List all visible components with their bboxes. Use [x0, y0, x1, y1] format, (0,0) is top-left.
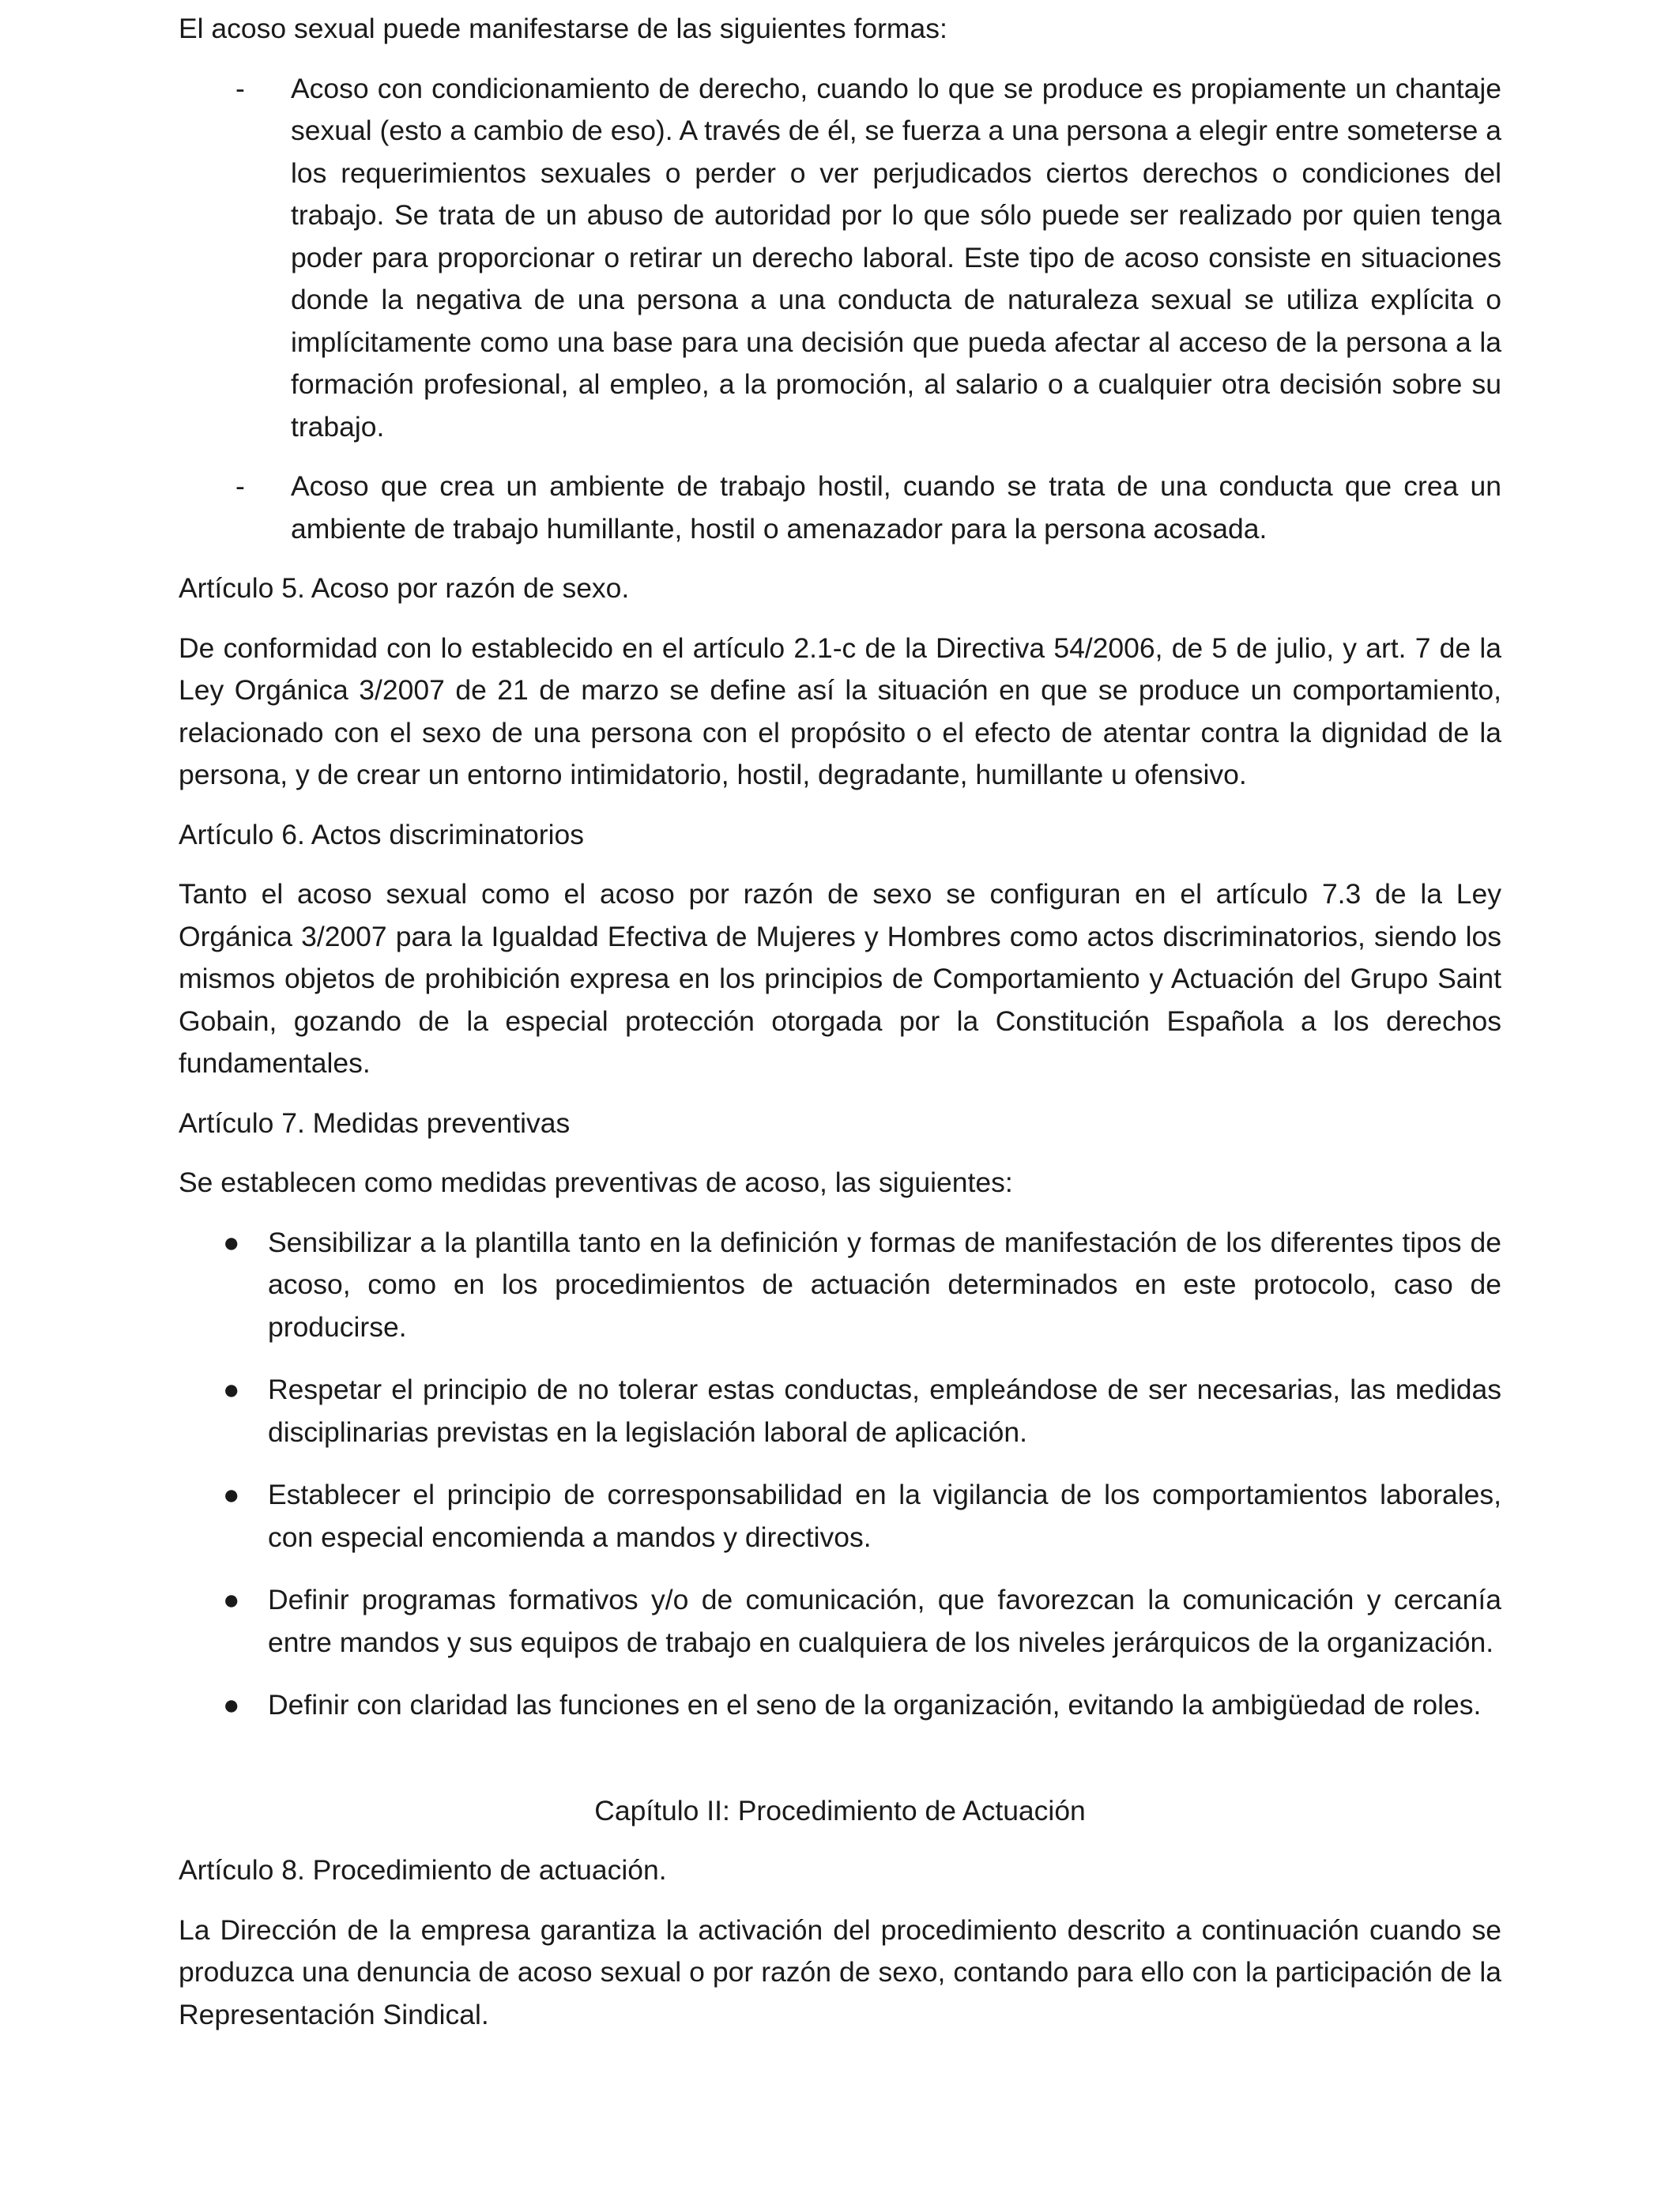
list-item-text: Acoso que crea un ambiente de trabajo hostil, cuando se trata de una conducta que crea un ambiente de trabajo humillante, hostil o amenazador para la persona acosada.	[291, 470, 1501, 545]
article-8-body: La Dirección de la empresa garantiza la activación del procedimiento descrito a continuación cuando se produzca una denuncia de acoso sexual o por razón de sexo, contando para ello con la participación de la Representación Sindical.	[179, 1913, 1501, 2030]
list-item	[179, 1474, 1501, 1559]
list-item	[179, 1579, 1501, 1664]
bullet-icon: ●	[223, 1479, 240, 1510]
bullet-icon: ●	[223, 1584, 240, 1615]
article-5-heading: Artículo 5. Acoso por razón de sexo.	[179, 572, 630, 604]
list-item	[179, 1369, 1501, 1453]
article-6-body: Tanto el acoso sexual como el acoso por razón de sexo se configuran en el artículo 7.3 de la Ley Orgánica 3/2007 para la Igualdad Efectiva de Mujeres y Hombres como actos discriminatorios, siendo los mismos objetos de prohibición expresa en los principios de Comportamiento y Actuación del Grupo Saint Gobain, gozando de la especial protección otorgada por la Constitución Española a los derechos fundamentales.	[179, 878, 1501, 1079]
list-item-text: Definir programas formativos y/o de comunicación, que favorezcan la comunicación y cercanía entre mandos y sus equipos de trabajo en cualquiera de los niveles jerárquicos de la organización.	[268, 1584, 1501, 1658]
list-item-text: Respetar el principio de no tolerar estas conductas, empleándose de ser necesarias, las medidas disciplinarias previstas en la legislación laboral de aplicación.	[268, 1374, 1501, 1448]
dash-marker: -	[235, 72, 245, 104]
article-8-heading: Artículo 8. Procedimiento de actuación.	[179, 1854, 667, 1886]
list-item-text: Sensibilizar a la plantilla tanto en la definición y formas de manifestación de los diferentes tipos de acoso, como en los procedimientos de actuación determinados en este protocolo, caso de producirse.	[268, 1226, 1501, 1343]
dash-marker: -	[235, 470, 245, 502]
bullet-icon: ●	[223, 1226, 240, 1258]
intro-text: El acoso sexual puede manifestarse de las siguientes formas:	[179, 13, 947, 44]
list-item	[179, 1684, 1501, 1727]
bullet-icon: ●	[223, 1374, 240, 1405]
list-item	[179, 68, 1501, 449]
list-item-text: Establecer el principio de corresponsabilidad en la vigilancia de los comportamientos laborales, con especial encomienda a mandos y directivos.	[268, 1479, 1501, 1553]
document-page	[179, 8, 1501, 2053]
preventive-measures-list	[179, 1222, 1501, 1727]
article-6-heading: Artículo 6. Actos discriminatorios	[179, 818, 584, 850]
list-item	[179, 466, 1501, 550]
harassment-forms-list	[179, 68, 1501, 551]
list-item-text: Acoso con condicionamiento de derecho, cuando lo que se produce es propiamente un chantaje sexual (esto a cambio de eso). A través de él, se fuerza a una persona a elegir entre someterse a los requerimientos sexuales o perder o ver perjudicados ciertos derechos o condiciones del trabajo. Se trata de un abuso de autoridad por lo que sólo puede ser realizado por quien tenga poder para proporcionar o retirar un derecho laboral. Este tipo de acoso consiste en situaciones donde la negativa de una persona a una conducta de naturaleza sexual se utiliza explícita o implícitamente como una base para una decisión que pueda afectar al acceso de la persona a la formación profesional, al empleo, a la promoción, al salario o a cualquier otra decisión sobre su trabajo.	[291, 72, 1501, 443]
list-item-text: Definir con claridad las funciones en el seno de la organización, evitando la ambigüedad de roles.	[268, 1689, 1482, 1721]
list-item	[179, 1222, 1501, 1349]
article-7-heading: Artículo 7. Medidas preventivas	[179, 1106, 571, 1139]
article-5-body: De conformidad con lo establecido en el artículo 2.1-c de la Directiva 54/2006, de 5 de julio, y art. 7 de la Ley Orgánica 3/2007 de 21 de marzo se define así la situación en que se produce un comportamiento, relacionado con el sexo de una persona con el propósito o el efecto de atentar contra la dignidad de la persona, y de crear un entorno intimidatorio, hostil, degradante, humillante u ofensivo.	[179, 631, 1501, 790]
bullet-icon: ●	[223, 1689, 240, 1721]
chapter-title: Capítulo II: Procedimiento de Actuación	[594, 1794, 1086, 1826]
article-7-intro: Se establecen como medidas preventivas de acoso, las siguientes:	[179, 1167, 1013, 1198]
